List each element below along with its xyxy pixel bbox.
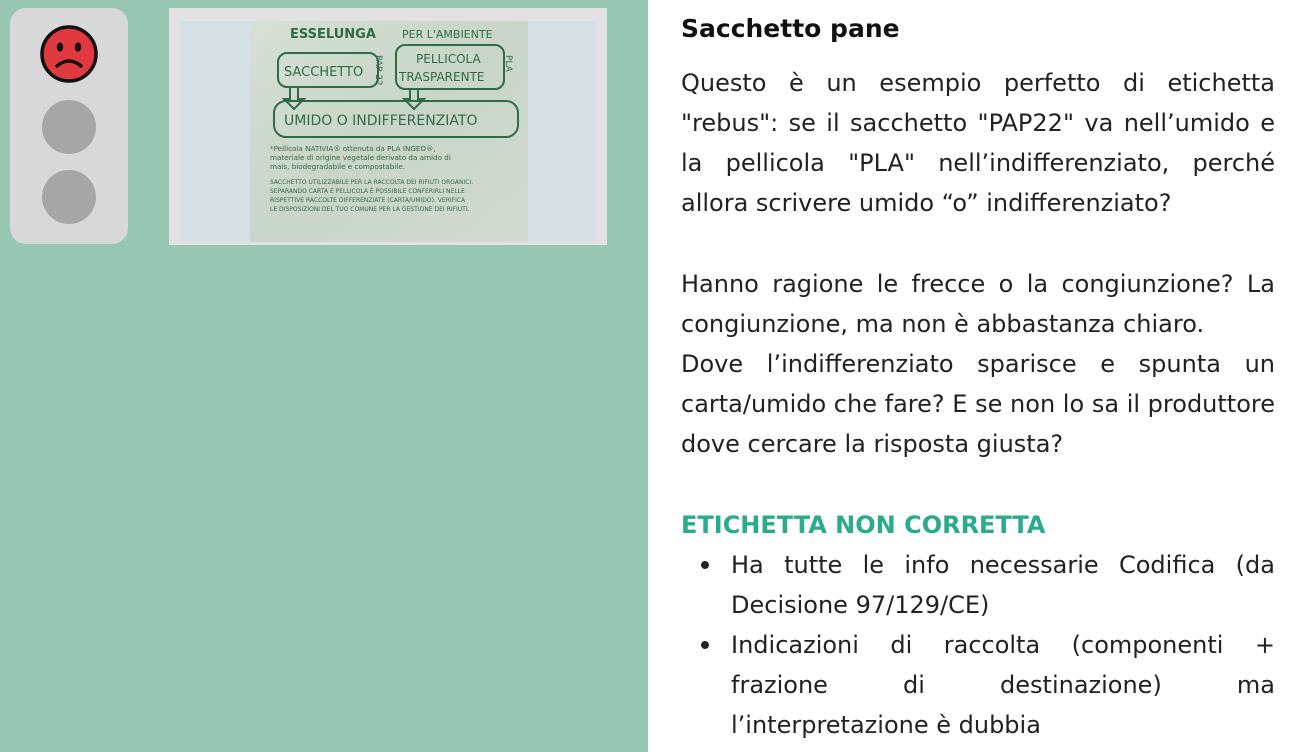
label-destination: UMIDO O INDIFFERENZIATO <box>284 113 478 129</box>
list-item <box>681 545 1275 625</box>
verdict-list <box>681 545 1275 745</box>
traffic-light-green <box>42 170 96 224</box>
sad-face-icon <box>40 25 98 83</box>
paragraph-2: Hanno ragione le frecce o la congiunzione? La congiunzione, ma non è abbastanza chiaro. <box>681 270 1275 338</box>
label-brand: ESSELUNGA <box>290 27 376 42</box>
label-brand-tail: PER L'AMBIENTE <box>402 28 493 41</box>
bullet-icon <box>701 641 709 649</box>
traffic-light <box>10 8 128 244</box>
list-item-text: Indicazioni di raccolta (componenti + frazione di destinazione) ma l’interpretazione è dubbia <box>731 631 1275 739</box>
label-pap: PAP 22 <box>373 55 383 86</box>
label-sacchetto: SACCHETTO <box>284 65 364 80</box>
paragraph-1: Questo è un esempio perfetto di etichetta "rebus": se il sacchetto "PAP22" va nell’umido e la pellicola "PLA" nell’indifferenziato, perché allora scrivere umido “o” indifferenziato? <box>681 69 1275 217</box>
label-drawing <box>250 21 528 242</box>
traffic-light-red <box>42 27 96 81</box>
label-fine-3: mais, biodegradabile e compostabile. <box>270 162 406 171</box>
product-label-image <box>250 21 528 242</box>
label-fine-6: RISPETTIVE RACCOLTE DIFFERENZIATE (CARTA/UMIDO). VERIFICA <box>270 197 466 204</box>
article-title: Sacchetto pane <box>681 14 900 43</box>
list-item <box>681 625 1275 745</box>
label-trasparente: TRASPARENTE <box>399 70 485 84</box>
list-item-text: Ha tutte le info necessarie Codifica (da Decisione 97/129/CE) <box>731 551 1275 619</box>
label-pla: PLA <box>503 55 513 72</box>
label-fine-7: LE DISPOSIZIONI DEL TUO COMUNE PER LA GESTIONE DEI RIFIUTI. <box>270 206 470 213</box>
label-fine-2: materiale di origine vegetale derivato da amido di <box>270 153 451 162</box>
label-photo <box>169 8 607 245</box>
label-fine-1: *Pellicola NATIVIA® ottenuta da PLA INGEO®, <box>270 144 436 153</box>
label-fine-5: SEPARANDO CARTA E PELLICOLA È POSSIBILE CONFERIRLI NELLE <box>270 188 465 195</box>
paragraph-3: Dove l’indifferenziato sparisce e spunta un carta/umido che fare? E se non lo sa il produttore dove cercare la risposta giusta? <box>681 350 1275 458</box>
bullet-icon <box>701 561 709 569</box>
label-fine-4: SACCHETTO UTILIZZABILE PER LA RACCOLTA DEI RIFIUTI ORGANICI. <box>270 179 474 186</box>
label-pellicola: PELLICOLA <box>416 52 481 66</box>
verdict-heading: ETICHETTA NON CORRETTA <box>681 511 1046 539</box>
traffic-light-yellow <box>42 100 96 154</box>
